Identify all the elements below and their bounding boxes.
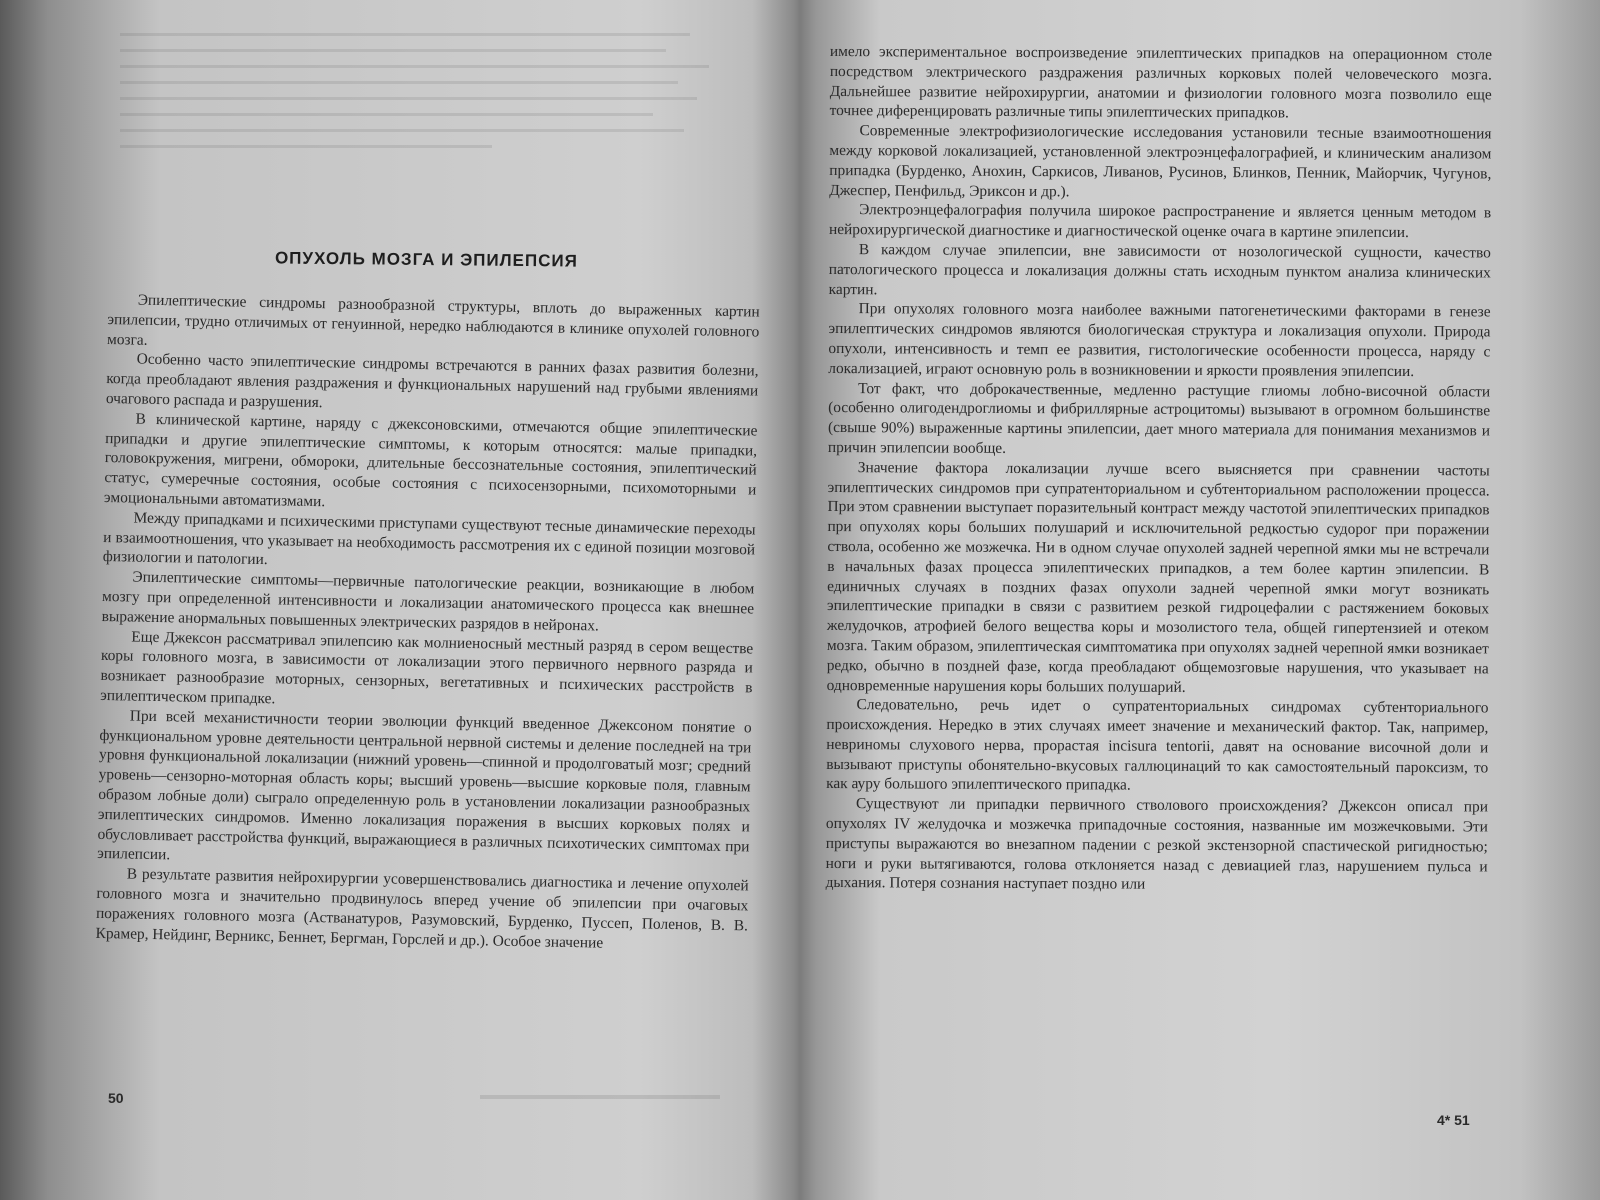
right-page — [800, 0, 1600, 1200]
left-text-column — [95, 290, 759, 956]
paragraph: имело экспериментальное воспроизведение эпилептических припадков на операционном столе посредством электрического раздражения различных корковых полей человеческого мозга. Дальнейшее развитие нейрохирургии, анатомии и физиологии головного мозга позволило еще точнее диференцировать различные типы эпилептических припадков. — [829, 42, 1492, 122]
print-smudge — [480, 1095, 720, 1099]
paragraph: Особенно часто эпилептические синдромы встречаются в ранних фазах развития болезни, когда преобладают явления раздражения и функциональных нарушений над грубыми явлениями очагового распада и разрушения. — [105, 350, 759, 412]
paragraph: Следовательно, речь идет о супратенториальных синдромах субтенториального происхождения. Нередко в этих случаях имеет значение и механический фактор. Так, например, невриномы слухового нерва, прорастая incisura tentorii, давят на основание височной доли и вызывают приступы обонятельно-вкусовых галлюцинаций то как самостоятельный пароксизм, то как ауру большого эпилептического припадка. — [826, 696, 1489, 795]
chapter-heading: ОПУХОЛЬ МОЗГА И ЭПИЛЕПСИЯ — [274, 248, 578, 271]
paragraph: Электроэнцефалография получила широкое распространение и является ценным методом в нейрохирургической диагностике и диагностической оценке очага в картине эпилепсии. — [828, 201, 1492, 242]
paragraph: Значение фактора локализации лучше всего выясняется при сравнении частоты эпилептических синдромов при супратенториальном и субтенториальном расположении процесса. При этом сравнении выступает поразительный контраст между частотой эпилептических припадков при опухолях коры больших полушарий и исключительной редкостью судорог при поражении ствола, особенно же мозжечка. Ни в одном случае опухолей задней черепной ямки мы не встречали в начальных фазах процесса эпилептических припадков, а тем более картин эпилепсии. В единичных случаях в поздних фазах опухоли задней черепной ямки могут возникать эпилептические припадки в связи с развитием резкой гидроцефалии с растяжением боковых желудочков, атрофией белого вещества коры и мозолистого тела, общей гипертензией и отеком мозга. Таким образом, эпилептическая симптоматика при опухолях задней черепной ямки возникает редко, обычно в поздней фазе, когда преобладают общемозговые нарушения, что указывает на одновременные нарушения коры больших полушарий. — [826, 458, 1490, 696]
right-text-column — [826, 42, 1492, 897]
paragraph: При опухолях головного мозга наиболее важными патогенетическими факторами в генезе эпилептических синдромов являются биологическая структура и локализация опухоли. Природа опухоли, интенсивность и темп ее развития, гистологические особенности процесса, наряду с локализацией, играют основную роль в возникновении и яркости проявления эпилепсии. — [828, 300, 1491, 380]
paragraph: Современные электрофизиологические исследования установили тесные взаимоотношения между корковой локализацией, установленной электроэнцефалографией, и клиническим анализом припадка (Бурденко, Анохин, Саркисов, Ливанов, Русинов, Блинков, Пенник, Майорчик, Чугунов, Джеспер, Пенфильд, Эриксон и др.). — [829, 122, 1492, 200]
page-number-right: 4* 51 — [1437, 1112, 1470, 1128]
paragraph: При всей механистичности теории эволюции функций введенное Джексоном понятие о функциональном уровне деятельности центральной нервной системы и деление последней на три уровня функциональной локализации (нижний уровень—спинной и продолговатый мозг; средний уровень—сензорно-моторная область коры; высший уровень—высшие корковые поля, главным образом лобные доли) сыграло определенную роль в установлении локализации разнообразных эпилептических синдромов. Именно локализация поражения в высших корковых полях и обусловливает расстройства функций, выражающиеся в различных психотических симптомах при эпилепсии. — [97, 707, 752, 864]
paragraph: Эпилептические симптомы—первичные патологические реакции, возникающие в любом мозгу при определенной интенсивности и локализации анатомического процесса как внешнее выражение анормальных повышенных электрических разрядов в нейронах. — [101, 568, 755, 635]
paragraph: Тот факт, что доброкачественные, медленно растущие глиомы лобно-височной области (особенно олигодендроглиомы и фибриллярные астроцитомы) вызывают в огромном большинстве (свыше 90%) выраженные картины эпилепсии, дает много материала для понимания механизмов и причин эпилепсии вообще. — [827, 379, 1491, 457]
left-page — [0, 0, 792, 1200]
paragraph: Между припадками и психическими приступами существуют тесные динамические переходы и взаимоотношения, что указывает на необходимость рассмотрения их с единой позиции мозговой физиологии и патологии. — [102, 509, 756, 569]
page-number-left: 50 — [108, 1090, 124, 1106]
paragraph: В результате развития нейрохирургии усовершенствовались диагностика и лечение опухолей головного мозга и значительно продвинулось вперед учение об эпилепсии при очаговых поражениях головного мозга (Астванатуров, Разумовский, Бурденко, Пуссеп, Поленов, В. В. Крамер, Нейдинг, Верникс, Беннет, Бергман, Горслей и др.). Особое значение — [95, 865, 749, 952]
paragraph: В клинической картине, наряду с джексоновскими, отмечаются общие эпилептические припадки и другие эпилептические симптомы, к которым относятся: малые припадки, головокружения, мигрени, обмороки, длительные бессознательные состояния, эпилептический статус, сумеречные состояния, особые состояния с психосензорными, психомоторными и эмоциональными автоматизмами. — [103, 410, 758, 511]
paragraph: Эпилептические синдромы разнообразной структуры, вплоть до выраженных картин эпилепсии, трудно отличимых от генуинной, нередко наблюдаются в клинике опухолей головного мозга. — [106, 291, 760, 349]
show-through-text — [120, 20, 740, 220]
paragraph: В каждом случае эпилепсии, вне зависимости от нозологической сущности, качество патологического процесса и локализация должны стать исходным пунктом анализа клинических картин. — [828, 241, 1491, 298]
paragraph: Существуют ли припадки первичного стволового происхождения? Джексон описал при опухолях IV желудочка и мозжечка припадочные состояния, названные им мозжечковыми. Эти приступы выражаются во внезапном падении с резкой экстензорной спастической ригидностью; ноги и руки вытягиваются, голова отклоняется назад с девиацией глаз, нарушением пульса и дыхания. Потеря сознания наступает поздно или — [825, 795, 1489, 894]
paragraph: Еще Джексон рассматривал эпилепсию как молниеносный местный разряд в сером веществе коры головного мозга, в зависимости от локализации этого первичного нервного разряда и возникает разнообразие моторных, сензорных, вегетативных и психических расстройств в эпилептическом припадке. — [100, 628, 754, 708]
